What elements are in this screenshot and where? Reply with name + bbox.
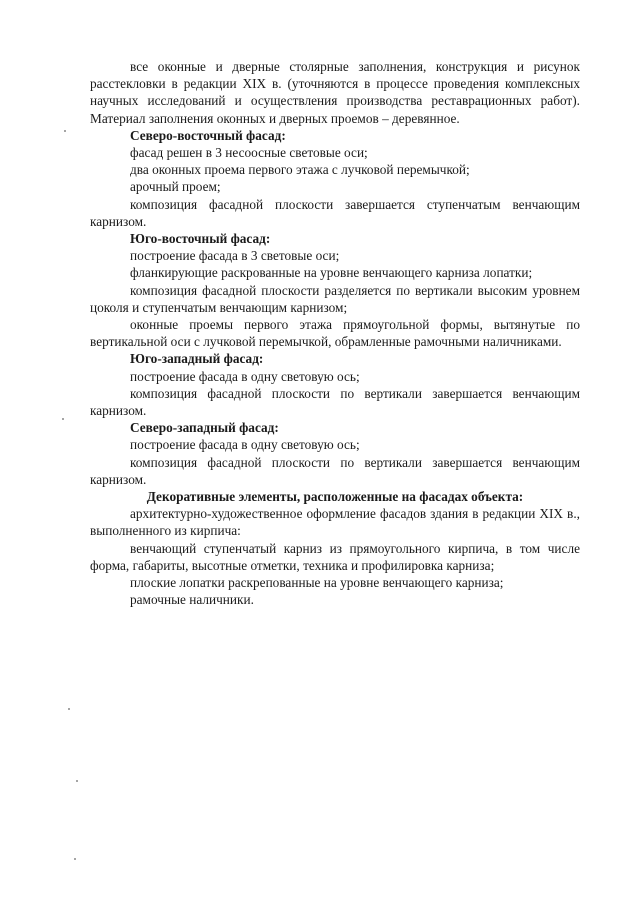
scan-speck: [76, 780, 78, 782]
list-item: построение фасада в одну световую ось;: [130, 437, 360, 453]
list-item: фланкирующие раскрованные на уровне венчающего карниза лопатки;: [130, 265, 533, 281]
scan-speck: [62, 418, 64, 420]
scan-speck: [64, 130, 66, 132]
list-item: архитектурно-художественное оформление фасадов здания в редакции XIX в., выполненного из кирпича:: [90, 506, 580, 539]
list-item: композиция фасадной плоскости по вертикали завершается венчающим карнизом.: [90, 385, 580, 419]
document-body: [90, 58, 580, 609]
scan-speck: [68, 708, 70, 710]
section-southwest-facade: [90, 350, 580, 419]
list-item: рамочные наличники.: [130, 592, 254, 608]
section-heading: Юго-западный фасад:: [130, 351, 264, 367]
list-item: арочный проем;: [130, 179, 221, 195]
list-item: фасад решен в 3 несоосные световые оси;: [130, 145, 368, 161]
section-heading: Декоративные элементы, расположенные на фасадах объекта:: [146, 489, 524, 505]
list-item: построение фасада в 3 световые оси;: [130, 248, 340, 264]
intro-paragraph: все оконные и дверные столярные заполнения, конструкция и рисунок расстекловки в редакции XIX в. (уточняются в процессе проведения комплексных научных исследований и осуществления производства реставрационных работ). Материал заполнения оконных и дверных проемов – деревянное.: [90, 59, 580, 126]
section-heading: Северо-западный фасад:: [130, 420, 279, 436]
scan-speck: [74, 858, 76, 860]
section-northwest-facade: [90, 419, 580, 488]
list-item: построение фасада в одну световую ось;: [130, 368, 360, 384]
section-northeast-facade: [90, 127, 580, 230]
list-item: плоские лопатки раскрепованные на уровне венчающего карниза;: [130, 575, 504, 591]
list-item: два оконных проема первого этажа с лучковой перемычкой;: [130, 162, 470, 178]
list-item: композиция фасадной плоскости по вертикали завершается венчающим карнизом.: [90, 454, 580, 487]
list-item: венчающий ступенчатый карниз из прямоугольного кирпича, в том числе форма, габариты, высотные отметки, техника и профилировка карниза;: [90, 540, 580, 573]
section-decorative-elements: [90, 488, 580, 608]
list-item: композиция фасадной плоскости разделяется по вертикали высоким уровнем цоколя и ступенчатым венчающим карнизом;: [90, 282, 580, 315]
list-item: композиция фасадной плоскости завершается ступенчатым венчающим карнизом.: [90, 196, 580, 229]
list-item: оконные проемы первого этажа прямоугольной формы, вытянутые по вертикальной оси с лучковой перемычкой, обрамленные рамочными наличниками.: [90, 317, 580, 350]
section-heading: Юго-восточный фасад:: [130, 231, 271, 247]
section-heading: Северо-восточный фасад:: [130, 127, 286, 143]
section-southeast-facade: [90, 230, 580, 350]
